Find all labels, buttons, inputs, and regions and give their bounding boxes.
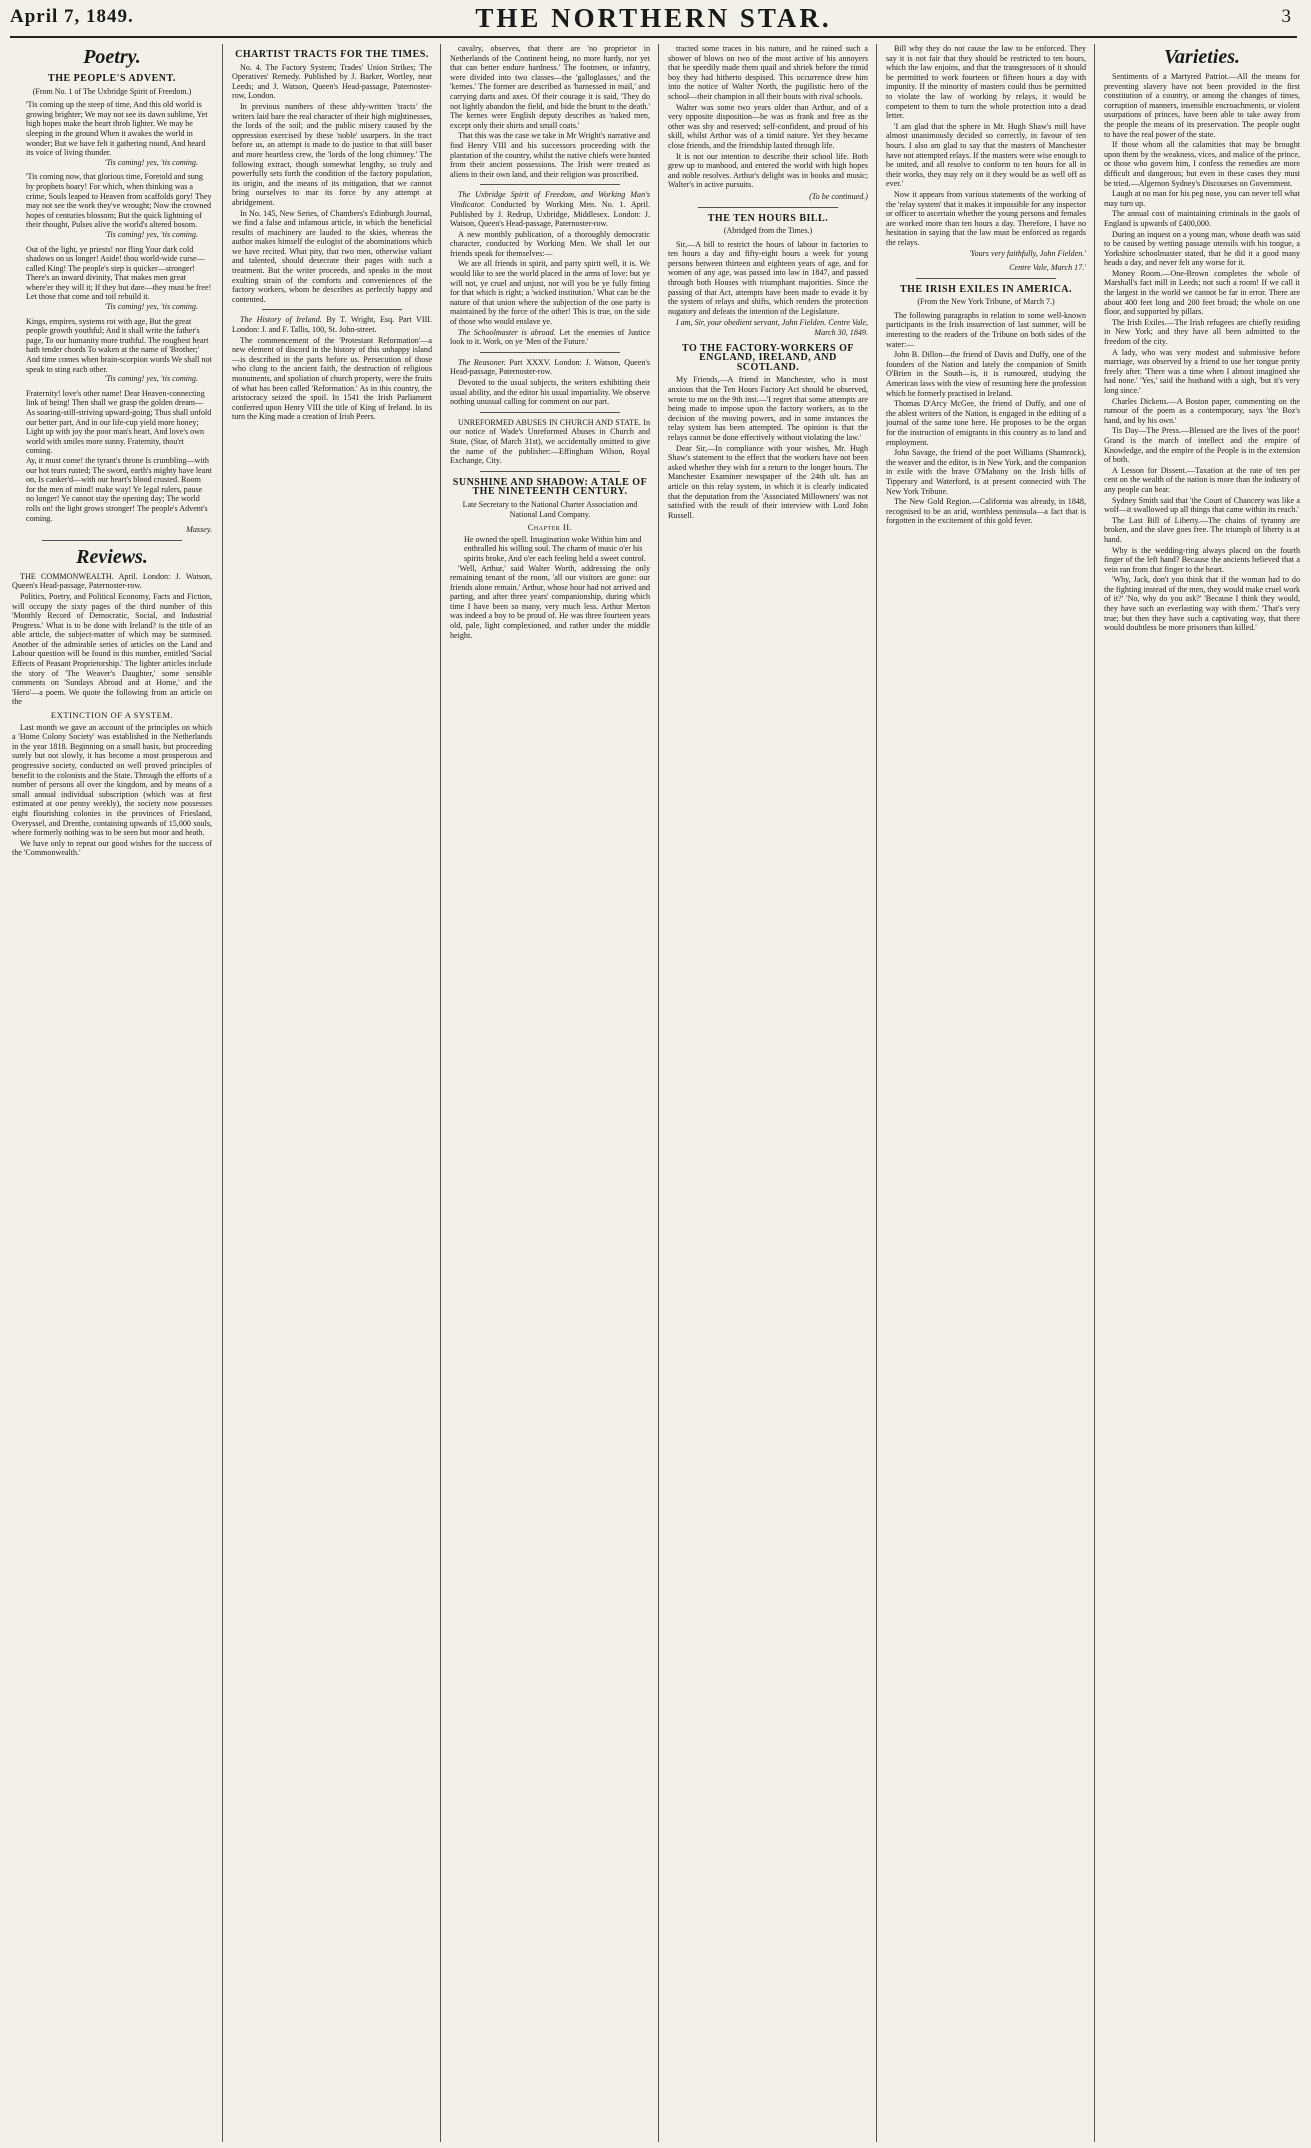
paragraph: If those whom all the calamities that may be brought upon them by the weakness, vices, and malice of the prince, or those who govern him, I confess the remedies are more difficult and dangerous; but even in these cases they must be tried.—Algernon Sydney's Discourses on Government.: [1104, 140, 1300, 188]
paragraph: Sir,—A bill to restrict the hours of labour in factories to ten hours a day and fifty-eight hours a week for young persons between thirteen and eighteen years of age, and for women of any age, was passed into law in 1847, and passed through both Houses with triumphant majorities. Since the passing of that Act, attempts have been made to evade it by the system of relays and shifts, which renders the protection nugatory and defeats the intention of the Legislature.: [668, 239, 868, 316]
paragraph: We are all friends in spirit, and party spirit well, it is. We would like to see the world placed in the arms of love: but ye will not, ye cruel and unjust, nor will you be ye fully fitting for that which is right; a 'wicked institution.' What can be the nature of that union where the subjection of the one party is maintained by the force of the other! This is true, on the side of those who would enslave ye.: [450, 259, 650, 327]
paragraph: Sydney Smith said that 'the Court of Chancery was like a wolf—it swallowed up all things that came within its reach.': [1104, 495, 1300, 515]
paragraph: cavalry, observes, that there are 'no proprietor in Netherlands of the Continent being, no more hardy, nor yet that can better endure hardness.' The footmen, or infantry, were divided into two classes—the 'galloglasses,' and the 'kernes.' The former are described as 'harnessed in mail,' and carrying darts and axes. Of their courage it is said, 'They do not lightly abandon the field, and bide the brunt to the death.' The kernes were English deputy describes as 'naked men, except only their shirts and small coats.': [450, 44, 650, 130]
paragraph: Money Room.—One-Brown completes the whole of Marshall's fact mill in Leeds; not such a room! If we call it the largest in the world we cannot be far in error. There are about 400 feet long and 200 feet broad; the whole on one floor, and supported by pillars.: [1104, 268, 1300, 317]
review-title: THE COMMONWEALTH. April. London: J. Watson, Queen's Head-passage, Paternoster-row.: [12, 571, 212, 591]
divider: [42, 540, 182, 541]
paragraph: Walter was some two years older than Arthur, and of a very opposite disposition—he was as frank and free as the other was shy and reserved; self-confident, and proud of his skill, whilst Arthur was of a timid nature. Yet they became close friends, and the friendship lasted through life.: [668, 102, 868, 150]
letter-signature: 'Yours very faithfully, John Fielden.': [969, 249, 1086, 259]
paragraph: Why is the wedding-ring always placed on the fourth finger of the left hand? Because the ancients believed that a vein ran from that finger to the heart.: [1104, 545, 1300, 574]
poem-stanza: Kings, empires, systems rot with age, But the great people growth youthful; And it shall write the father's page, To our humanity more truthful. The roughest heart hath tender chords To waken at the name of 'Brother;' And time comes when brain-scorpion words We shall not speak to sting each other.: [26, 316, 212, 374]
review-title: [450, 418, 650, 466]
paragraph: 'Why, Jack, don't you think that if the woman had to do the fighting instead of the men, they would make cruel work of it?' 'No, why do you ask?' 'Because I think they would, they have such an everlasting way with them.' 'That's very true; but then they have such a captivating way, that there would doubtless be more prisoners than killed.': [1104, 575, 1300, 633]
letter-signature: I am, Sir, your obedient servant, John Fielden. Centre Vale, March 30, 1849.: [675, 318, 868, 338]
paragraph: John B. Dillon—the friend of Davis and Duffy, one of the founders of the Nation and lately the companion of Smith O'Brien in the South—is, it is rumoured, studying the American laws with the view of resuming here the profession which he formerly practised in Ireland.: [886, 350, 1086, 398]
paragraph: Laugh at no man for his peg nose, you can never tell what may turn up.: [1104, 189, 1300, 208]
history-heading: The History of Ireland.: [240, 315, 322, 325]
paragraph: During an inquest on a young man, whose death was said to be caused by wetting passage utensils with his tongue, a Yorkshire schoolmaster stated, that he did it a good many heads a day, and never felt any worse for it.: [1104, 229, 1300, 268]
poem-author: Massey.: [186, 525, 212, 535]
paragraph: 'Well, Arthur,' said Walter Worth, addressing the only remaining tenant of the room, 'all our visitors are gone: our friends alone remain.' Arthur, whose hour had not arrived and parting, and after three years' companionship, during which time I have been so many, very much less. Arthur Merton was indeed a boy to be proud of. He was three fourteen years old, pale, light complexioned, and rather under the middle height.: [450, 563, 650, 640]
paragraph: The following paragraphs in relation to some well-known participants in the Irish insurrection of last summer, will be interesting to the readers of the Tribune on both sides of the water:—: [886, 310, 1086, 349]
column-rule: [658, 44, 659, 2142]
history-publisher: By T. Wright, Esq. Part VIII. London: J. and F. Tallis, 100, St. John-street.: [232, 315, 432, 335]
paragraph: Sentiments of a Martyred Patriot.—All the means for preventing slavery have not been provided in the first constitution of a country, or among the changes of times, corruption of manners, insensible encroachments, or violent usurpations of princes, have been able to take away from the people the means of its preservation. The people ought to have the real power of the state.: [1104, 72, 1300, 139]
letter-date: Centre Vale, March 17.': [1009, 263, 1086, 273]
poem-stanza: 'Tis coming up the steep of time, And this old world is growing brighter; We may not see its dawn sublime, Yet high hopes make the heart throb lighter. We may be sleeping in the ground When it awakes the world in wonder; But we have felt it gathering round, And heard its voice of living thunder.: [26, 100, 208, 158]
issue-date: April 7, 1849.: [10, 6, 134, 27]
irish-exiles-source: (From the New York Tribune, of March 7.): [917, 297, 1055, 307]
page-number: 3: [1281, 6, 1291, 27]
paragraph: It is not our intention to describe their school life. Both grew up to manhood, and entered the world with high hopes and noble resolves. Arthur's delight was in books and music; Walter's in active pursuits.: [668, 151, 868, 190]
varieties-section-heading: Varieties.: [1163, 46, 1241, 68]
chapter-heading: Chapter II.: [527, 522, 573, 533]
story-title: SUNSHINE AND SHADOW: A TALE OF THE NINETEENTH CENTURY.: [452, 476, 648, 498]
reasoner-details: Part XXXV. London: J. Watson, Queen's Head-passage, Paternoster-row.: [450, 357, 650, 377]
poem-refrain: 'Tis coming! yes, 'tis coming.: [104, 302, 198, 312]
paragraph: The annual cost of maintaining criminals in the gaols of England is upwards of £400,000.: [1104, 209, 1300, 228]
divider: [480, 412, 620, 413]
column-6: [1104, 44, 1300, 2142]
poem-stanza: 'Tis coming now, that glorious time, Foretold and sung by prophets hoary! For which, when thinking was a crime, Souls leaped to Heaven from scaffolds gory! They may not see the work they've wrought; Now the crowned hopes of centuries blossom; But the quick lightning of their thought, Pulses alive the world's altered bosom.: [26, 172, 212, 230]
poem-refrain: 'Tis coming! yes, 'tis coming.: [104, 157, 198, 167]
paragraph: The commencement of the 'Protestant Reformation'—a new element of discord in the history of this unhappy island—is described in the parts before us. Persecution of those who clung to the ancient faith, the destruction of religious monuments, and spoliation of church property, were the fruits of what has been called 'Reformation.' As in this country, the aristocracy seized the spoil. In 1541 the Irish Parliament conferred upon Henry VIII the title of King of Ireland. In its turn the King made a creation of Irish Peers.: [232, 335, 432, 422]
schoolmaster-phrase: The Schoolmaster is abroad.: [458, 327, 556, 337]
paragraph: That this was the case we take in Mr Wright's narrative and find Henry VIII and his successors proceeding with the plantation of the country, whilst the native chiefs were hunted from their ancient possessions. The Irish were treated as aliens in their own land, and their religion was proscribed.: [450, 131, 650, 179]
paragraph: Dear Sir,—In compliance with your wishes, Mr. Hugh Shaw's statement to the effect that the workers have not been asked whether they wish for a return to the longer hours. The Manchester Examiner newspaper of the 24th ult. has an article on this relay system, in which it is clearly indicated that the deputation from the 'Associated Millowners' was not satisfied with the result of their interview with Lord John Russell.: [668, 443, 868, 520]
paragraph: The Irish Exiles.—The Irish refugees are chiefly residing in New York; and they have all been admitted to the freedom of the city.: [1104, 317, 1300, 347]
to-be-continued: (To be continued.): [809, 191, 868, 201]
reviews-section-heading: Reviews.: [76, 545, 148, 568]
reasoner-heading: The Reasoner.: [458, 357, 506, 367]
divider: [698, 207, 838, 208]
column-rule: [1094, 44, 1095, 2142]
paragraph: [450, 328, 650, 347]
paragraph: Tis Day—The Press.—Blessed are the lives of the poor! Grand is the march of intellect and the empire of Knowledge, and the empire of the People is in the extension of both.: [1104, 426, 1300, 465]
paragraph: In previous numbers of these ably-written 'tracts' the writers laid bare the real character of their high mightinesses, the lords of the soil; and the public misery caused by the oppression exercised by these 'noble' usurpers. In the tract before us, an attempt is made to do justice to that still baser and more heartless crew, the 'lords of the long chimney.' The following extract, though somewhat lengthy, so truly and powerfully sets forth the condition of the factory population, its origin, and the means of its mitigation, that we cannot bring ourselves to mar its force by any attempt at abridgement.: [232, 101, 432, 207]
paragraph: A Lesson for Dissent.—Taxation at the rate of ten per cent on the wealth of the nation is more than the industry of any people can bear.: [1104, 465, 1300, 494]
review-text: Politics, Poetry, and Political Economy, Facts and Fiction, will occupy the sixty pages of the third number of this 'Monthly Record of Democratic, Social, and Industrial Progress.' What is to be done with Ireland? is the title of an able article, the subject-matter of which may be surmised. Another of the admirable series of articles on the Land and Labour question will be found in this number, entitled 'Social Effects of Peasant Proprietorship.' The lighter articles include the story of 'The Weaver's Daughter,' some sensible comments on 'Sundays Abroad and at Home,' and the 'Hero'—a poem. We quote the following from an article on the: [12, 591, 212, 707]
paragraph: Devoted to the usual subjects, the writers exhibiting their usual ability, and the editor his usual impartiality. We observe nothing unusual calling for comment on our part.: [450, 378, 650, 407]
paragraph: 'I am glad that the sphere in Mr. Hugh Shaw's mill have almost unanimously decided so correctly, in favour of ten hours. I also am glad to say that the masters of Manchester have not attempted relays. If the masters were wise enough to be united, and all resolve to conform to ten hours for all in their works, they may rely on it they would be as well off as ever.': [886, 121, 1086, 189]
irish-exiles-heading: THE IRISH EXILES IN AMERICA.: [899, 283, 1073, 295]
paragraph: A lady, who was very modest and submissive before marriage, was observed by a friend to use her tongue pretty freely after. 'There was a time when I almost imagined she had none.' 'Yes,' said the husband with a sigh, 'but it's very long since.': [1104, 347, 1300, 395]
newspaper-title: THE NORTHERN STAR.: [475, 3, 832, 33]
schoolmaster-text: Let the enemies of Justice look to it. Work, on ye 'Men of the Future.': [450, 327, 650, 347]
masthead: [10, 3, 1297, 38]
paragraph: My Friends,—A friend in Manchester, who is most anxious that the Ten Hours Factory Act should be observed, wrote to me on the 9th inst.—'I regret that some attempts are being made to impose upon the factory workers, as to the decision of the moving powers, and in some instances the relay system has been attempted. The opinion is that the relays cannot be done effectively without violating the law.': [668, 375, 868, 442]
divider: [480, 471, 620, 472]
poem-refrain: 'Tis coming! yes, 'tis coming.: [104, 374, 198, 384]
paragraph: A new monthly publication, of a thoroughly democratic character, conducted by Working Men. We shall let our friends speak for themselves:—: [450, 229, 650, 258]
ten-hours-source: (Abridged from the Times.): [723, 226, 813, 236]
paragraph: In No. 145, New Series, of Chambers's Edinburgh Journal, we find a false and infamous article, in which the beneficial results of machinery are lauded to the skies, whereas the author makes himself the eulogist of the abominations which we have recited. What pity, that two men, otherwise valiant and talented, should desecrate their pages with such a treatment. But the writer proceeds, and speaks in the most exulting strain of the comforts and conveniences of the factory workers, whom he describes as perfectly happy and contented.: [232, 208, 432, 304]
divider: [480, 184, 620, 185]
ten-hours-heading: THE TEN HOURS BILL.: [707, 212, 829, 224]
column-rule: [876, 44, 877, 2142]
paragraph: tracted some traces in his nature, and he rained such a shower of blows on two of the most active of his annoyers that he speedily made them quail and shriek before the timid boy they had hitherto despised. This occurrence drew him into the notice of Walter North, the pugilistic hero of the school—their champion in all their bouts with rival schools.: [668, 44, 868, 101]
unrefuted-text: In our notice of Wade's Unreformed Abuses in Church and State, (Star, of March 31st), we accidentally omitted to give the name of the publisher:—Effingham Wilson, Royal Exchange, City.: [450, 417, 650, 466]
poem-title: THE PEOPLE'S ADVENT.: [48, 73, 176, 84]
divider: [916, 278, 1056, 279]
factory-workers-heading: TO THE FACTORY-WORKERS OF ENGLAND, IRELAND, AND SCOTLAND.: [682, 342, 854, 373]
paragraph: No. 4. The Factory System; Trades' Union Strikes; The Operatives' Remedy. Published by J. Barker, Wortley, near Leeds; and J. Watson, Queen's Head-passage, Paternoster-row, London.: [232, 62, 432, 101]
divider: [262, 309, 402, 310]
paragraph: Charles Dickens.—A Boston paper, commenting on the rumour of the poem as a contemporary, says 'the Boz's hand, and by his own.': [1104, 396, 1300, 425]
paragraph: The Last Bill of Liberty.—The chains of tyranny are broken, and the slave goes free. The triumph of liberty is at hand.: [1104, 515, 1300, 544]
paragraph: Now it appears from various statements of the working of the 'relay system' that it makes it impossible for any inspector or officer to ascertain whether the young persons and females are worked more than ten hours a day. Therefore, I have no hesitation in saying that the law must be enforced as regards the relays.: [886, 189, 1086, 247]
tracts-heading: CHARTIST TRACTS FOR THE TIMES.: [235, 49, 429, 60]
epigraph: He owned the spell. Imagination woke Within him and enthralled his willing soul. The charm of music o'er his spirits broke, And o'er each feeling held a sweet control.: [464, 534, 646, 563]
column-3: [450, 44, 650, 2142]
review-title: [450, 358, 650, 377]
column-4: [668, 44, 868, 2142]
paragraph: John Savage, the friend of the poet Williams (Shamrock), the weaver and the editor, is in New York, and the companion in exile with the brave O'Mahony on the Irish hills of Tipperary and Waterford, is at present connected with The New York Tribune.: [886, 448, 1086, 496]
extract-heading: EXTINCTION OF A SYSTEM.: [50, 710, 174, 721]
poem-stanza: Fraternity! love's other name! Dear Heaven-connecting link of being! Then shall we grasp the golden dream— As soaring-still-striving upward-going; Thus shall unfold our better part, And in our life-cup yield more honey; Light up with joy the poor man's heart, And love's own world with smiles more sunny. Fraternity, thou'rt coming.: [26, 388, 212, 456]
poem-refrain: 'Tis coming! yes, 'tis coming.: [104, 229, 198, 239]
story-author: Late Secretary to the National Charter Association and National Land Company.: [462, 499, 638, 519]
poem-stanza: Out of the light, ye priests! nor fling Your dark cold shadows on us longer! Aside! thou world-wide curse—called King! The people's step is quicker—stronger! There's an inward divinity, That makes men great where'er they will it; If they but dare—they must be free! Let those that come and toil rebuild it.: [26, 244, 212, 302]
column-rule: [440, 44, 441, 2142]
column-1: [12, 44, 212, 2142]
publication-details: Conducted by Working Men. No. 1. April. Published by J. Redrup, Uxbridge, Middlesex. London: J. Watson, Queen's Head-passage, Paternoster-row.: [450, 199, 650, 229]
poem-source: (From No. 1 of The Uxbridge Spirit of Freedom.): [32, 86, 192, 96]
column-rule: [222, 44, 223, 2142]
paragraph: The New Gold Region.—California was already, in 1848, recognised to be an arid, worthless peninsula—a fact that is forgotten in the excitement of this gold fever.: [886, 497, 1086, 526]
poem-stanza: Ay, it must come! the tyrant's throne Is crumbling—with our hot tears rusted; The sword, earth's mighty have leant on, Is canker'd—with our heart's blood crusted. Room for the men of mind! make way! Ye legal rulers, pause no longer! Ye cannot stay the opening day; The world rolls on! the light grows stronger! The people's Advent's coming.: [26, 455, 212, 523]
review-title: [232, 315, 432, 334]
review-closing: We have only to repeat our good wishes for the success of the 'Commonwealth.': [12, 838, 212, 858]
paragraph: Thomas D'Arcy McGee, the friend of Duffy, and one of the ablest writers of the Nation, is engaged in the editing of a journal of the same tone here. He proposes to be the organ for the instruction of emigrants in this country as to land and employment.: [886, 399, 1086, 447]
poetry-section-heading: Poetry.: [83, 46, 141, 68]
review-title: [450, 190, 650, 228]
paragraph: Bill why they do not cause the law to be enforced. They say it is not fair that they should be restricted to ten hours, which the law enjoins, and that the transgressors of it should be permitted to work fourteen or fifteen hours a day with impunity. If the minority of masters could thus be permitted to violate the law of working by relays, it would be competent to them to turn the whole protection into a dead letter.: [886, 44, 1086, 121]
unrefuted-heading: UNREFORMED ABUSES IN CHURCH AND STATE.: [458, 417, 641, 427]
extract-text: Last month we gave an account of the principles on which a 'Home Colony Society' was established in the Netherlands in the year 1818. Beginning on a small basis, but proceeding surely but not slowly, it has become a most prosperous and progressive society, conducted on well proved principles of benefit to the colonists and the State. Through the efforts of a number of persons all over the kingdom, and by means of a small annual individual subscription (which was at first estimated at one penny weekly), the society now possesses eight flourishing colonies in the provinces of Friesland, Overyssel, and Drenthe, containing upwards of 15,000 souls, where formerly nothing was to be seen but moor and heath.: [12, 722, 212, 838]
publication-heading: The Uxbridge Spirit of Freedom, and Working Man's Vindicator.: [450, 190, 650, 209]
column-2: [232, 44, 432, 2142]
column-5: [886, 44, 1086, 2142]
divider: [480, 352, 620, 353]
